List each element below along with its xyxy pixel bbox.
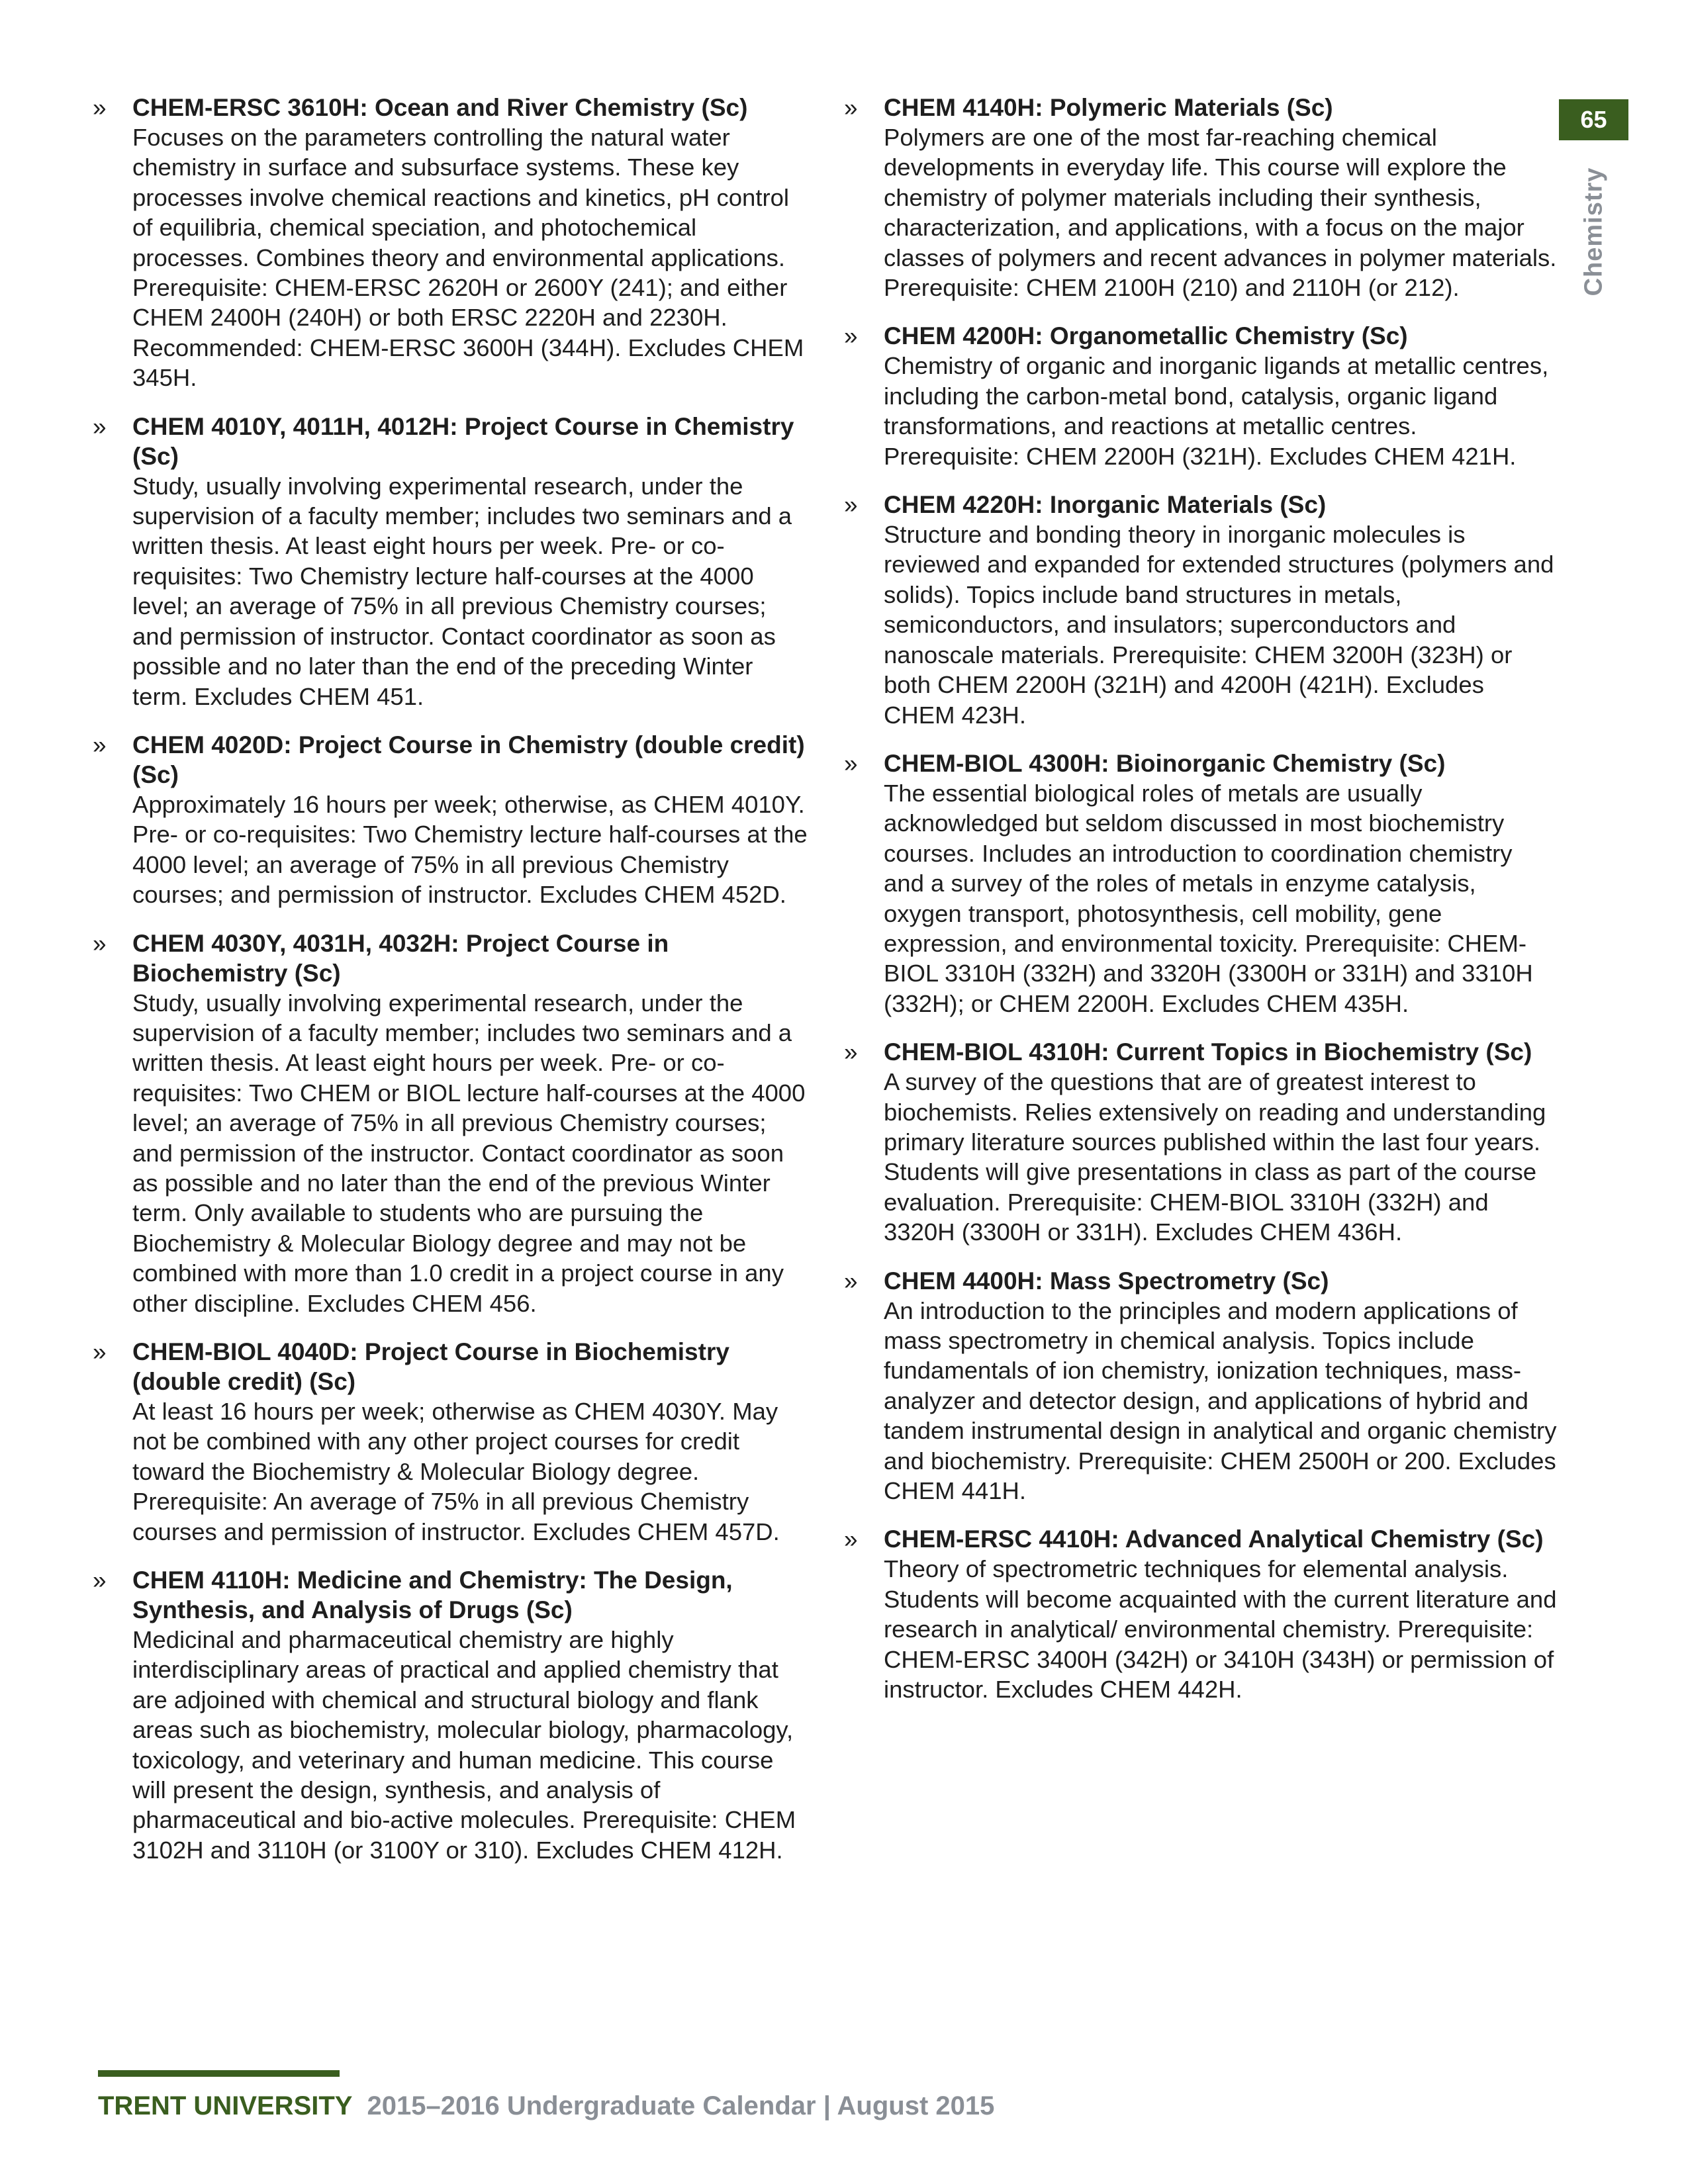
- bullet-icon: »: [93, 1338, 107, 1365]
- course-title: CHEM 4200H: Organometallic Chemistry (Sc): [884, 322, 1408, 350]
- bullet-icon: »: [93, 731, 107, 758]
- course-description: Study, usually involving experimental research, under the supervision of a faculty member; includes two seminars and a written thesis. At least eight hours per week. Pre- or co-requisites: Two CHEM or BIOL lecture half-courses at the 4000 level; an average of 75% in all previous Chemistry courses; and permission of the instructor. Contact coordinator as soon as possible and no later than the end of the previous Winter term. Only available to students who are pursuing the Biochemistry & Molecular Biology degree and may not be combined with more than 1.0 credit in a project course in any other discipline. Excludes CHEM 456.: [132, 989, 806, 1317]
- course-title: CHEM-BIOL 4310H: Current Topics in Biochemistry (Sc): [884, 1038, 1532, 1066]
- course-description: A survey of the questions that are of greatest interest to biochemists. Relies extensively on reading and understanding primary literature sources published within the last four years. Students will give presentations in class as part of the course evaluation. Prerequisite: CHEM-BIOL 3310H (332H) and 3320H (3300H or 331H). Excludes CHEM 436H.: [884, 1068, 1546, 1246]
- footer-rule: [98, 2070, 340, 2077]
- course-description: An introduction to the principles and modern applications of mass spectrometry in chemical analysis. Topics include fundamentals of ion chemistry, ionization techniques, mass-analyzer and detector design, and applications of hybrid and tandem instrumental design in analytical and organic chemistry and biochemistry. Prerequisite: CHEM 2500H or 200. Excludes CHEM 441H.: [884, 1297, 1557, 1505]
- footer-calendar: 2015–2016 Undergraduate Calendar | August 2015: [367, 2091, 995, 2120]
- course-title: CHEM 4020D: Project Course in Chemistry (double credit) (Sc): [132, 731, 805, 788]
- course-title: CHEM 4400H: Mass Spectrometry (Sc): [884, 1267, 1329, 1295]
- course-title: CHEM 4140H: Polymeric Materials (Sc): [884, 94, 1333, 121]
- course-title: CHEM 4010Y, 4011H, 4012H: Project Course in Chemistry (Sc): [132, 412, 794, 470]
- footer: [98, 2091, 994, 2121]
- course-title: CHEM-ERSC 4410H: Advanced Analytical Chemistry (Sc): [884, 1525, 1544, 1553]
- course-description: Polymers are one of the most far-reaching chemical developments in everyday life. This course will explore the chemistry of polymer materials including their synthesis, characterization, and applications, with a focus on the major classes of polymers and recent advances in polymer materials. Prerequisite: CHEM 2100H (210) and 2110H (or 212).: [884, 124, 1557, 302]
- course-description: Chemistry of organic and inorganic ligands at metallic centres, including the carbon-metal bond, catalysis, organic ligand transformations, and reactions at metallic centres. Prerequisite: CHEM 2200H (321H). Excludes CHEM 421H.: [884, 352, 1549, 470]
- course-title: CHEM 4220H: Inorganic Materials (Sc): [884, 491, 1327, 519]
- course-description: Theory of spectrometric techniques for elemental analysis. Students will become acquainted with the current literature and research in analytical/ environmental chemistry. Prerequisite: CHEM-ERSC 3400H (342H) or 3410H (343H) or permission of instructor. Excludes CHEM 442H.: [884, 1555, 1557, 1704]
- course-entry: [93, 1337, 808, 1547]
- section-label: Chemistry: [1579, 167, 1608, 296]
- course-title: CHEM 4030Y, 4031H, 4032H: Project Course in Biochemistry (Sc): [132, 929, 669, 987]
- bullet-icon: »: [93, 94, 107, 121]
- page-number-badge: 65: [1559, 99, 1628, 140]
- course-entry: [844, 321, 1559, 471]
- right-column: [844, 93, 1559, 1723]
- course-description: Focuses on the parameters controlling the natural water chemistry in surface and subsurface systems. These key processes involve chemical reactions and kinetics, pH control of equilibria, chemical speciation, and photochemical processes. Combines theory and environmental applications. Prerequisite: CHEM-ERSC 2620H or 2600Y (241); and either CHEM 2400H (240H) or both ERSC 2220H and 2230H. Recommended: CHEM-ERSC 3600H (344H). Excludes CHEM 345H.: [132, 124, 804, 392]
- course-entry: [844, 749, 1559, 1019]
- course-entry: [93, 412, 808, 711]
- course-entry: [93, 1565, 808, 1865]
- course-description: Approximately 16 hours per week; otherwise, as CHEM 4010Y. Pre- or co-requisites: Two Chemistry lecture half-courses at the 4000 level; an average of 75% in all previous Chemistry courses; and permission of instructor. Excludes CHEM 452D.: [132, 790, 808, 909]
- course-entry: [93, 929, 808, 1318]
- bullet-icon: »: [844, 491, 858, 519]
- bullet-icon: »: [844, 1525, 858, 1553]
- course-title: CHEM-ERSC 3610H: Ocean and River Chemistry (Sc): [132, 94, 748, 121]
- course-entry: [844, 490, 1559, 730]
- bullet-icon: »: [844, 1038, 858, 1066]
- course-description: The essential biological roles of metals are usually acknowledged but seldom discussed in most biochemistry courses. Includes an introduction to coordination chemistry and a survey of the roles of metals in enzyme catalysis, oxygen transport, photosynthesis, cell mobility, gene expression, and environmental toxicity. Prerequisite: CHEM-BIOL 3310H (332H) and 3320H (3300H or 331H) and 3310H (332H); or CHEM 2200H. Excludes CHEM 435H.: [884, 779, 1533, 1017]
- course-entry: [93, 730, 808, 910]
- course-title: CHEM-BIOL 4300H: Bioinorganic Chemistry (Sc): [884, 749, 1446, 777]
- course-title: CHEM-BIOL 4040D: Project Course in Biochemistry (double credit) (Sc): [132, 1338, 729, 1395]
- bullet-icon: »: [93, 1567, 107, 1594]
- bullet-icon: »: [93, 412, 107, 440]
- course-description: Structure and bonding theory in inorganic molecules is reviewed and expanded for extended structures (polymers and solids). Topics include band structures in metals, semiconductors, and insulators; superconductors and nanoscale materials. Prerequisite: CHEM 3200H (323H) or both CHEM 2200H (321H) and 4200H (421H). Excludes CHEM 423H.: [884, 521, 1554, 729]
- bullet-icon: »: [844, 749, 858, 777]
- course-entry: [93, 93, 808, 393]
- left-column: [93, 93, 808, 1884]
- footer-university: TRENT UNIVERSITY: [98, 2091, 353, 2120]
- course-entry: [844, 1524, 1559, 1704]
- course-description: Study, usually involving experimental research, under the supervision of a faculty member; includes two seminars and a written thesis. At least eight hours per week. Pre- or co-requisites: Two Chemistry lecture half-courses at the 4000 level; an average of 75% in all previous Chemistry courses; and permission of instructor. Contact coordinator as soon as possible and no later than the end of the preceding Winter term. Excludes CHEM 451.: [132, 472, 792, 710]
- course-entry: [844, 1266, 1559, 1506]
- bullet-icon: »: [844, 322, 858, 350]
- course-title: CHEM 4110H: Medicine and Chemistry: The Design, Synthesis, and Analysis of Drugs (Sc): [132, 1567, 733, 1624]
- course-entry: [844, 93, 1559, 302]
- bullet-icon: »: [844, 1267, 858, 1295]
- course-description: Medicinal and pharmaceutical chemistry are highly interdisciplinary areas of practical and applied chemistry that are adjoined with chemical and structural biology and flank areas such as biochemistry, molecular biology, pharmacology, toxicology, and veterinary and human medicine. This course will present the design, synthesis, and analysis of pharmaceutical and bio-active molecules. Prerequisite: CHEM 3102H and 3110H (or 3100Y or 310). Excludes CHEM 412H.: [132, 1626, 796, 1864]
- course-entry: [844, 1037, 1559, 1247]
- course-description: At least 16 hours per week; otherwise as CHEM 4030Y. May not be combined with any other project courses for credit toward the Biochemistry & Molecular Biology degree. Prerequisite: An average of 75% in all previous Chemistry courses and permission of instructor. Excludes CHEM 457D.: [132, 1398, 780, 1545]
- bullet-icon: »: [93, 929, 107, 957]
- bullet-icon: »: [844, 94, 858, 121]
